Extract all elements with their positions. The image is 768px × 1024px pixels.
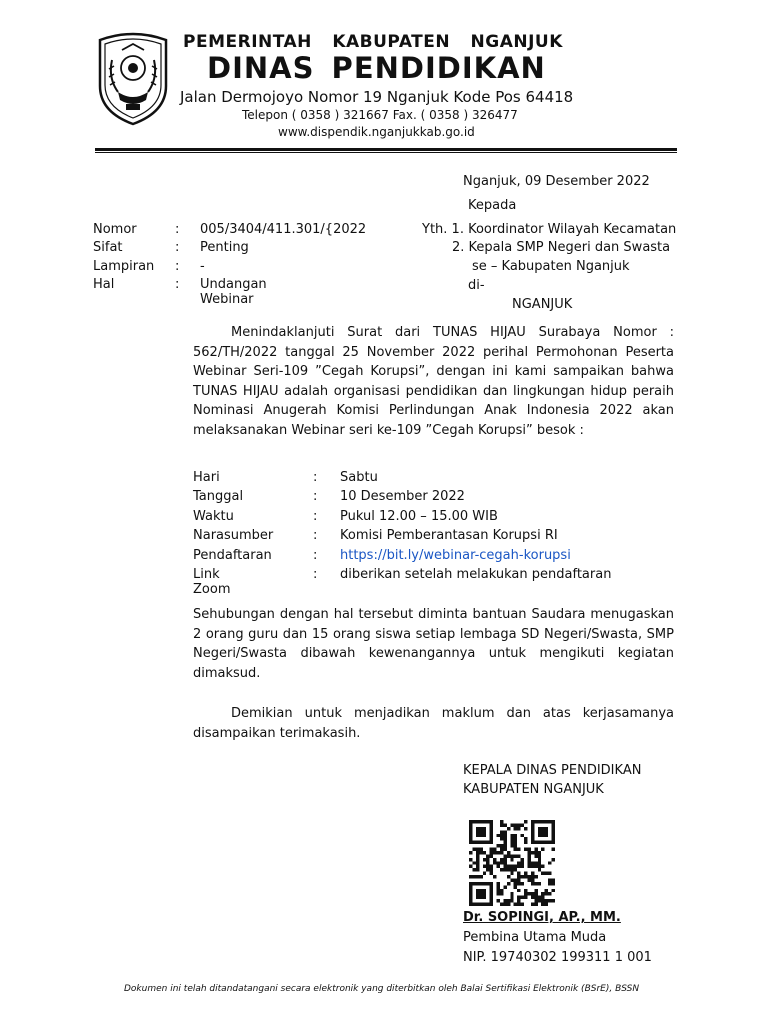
detail-colon: : [313, 567, 318, 582]
recipient-kepada: Kepada [468, 198, 517, 213]
signature-qr-code [469, 820, 555, 906]
recipient-city: NGANJUK [512, 297, 573, 312]
meta-value: - [200, 259, 205, 274]
detail-colon: : [313, 470, 318, 485]
meta-value: Penting [200, 240, 249, 255]
letterhead-phone: Telepon ( 0358 ) 321667 Fax. ( 0358 ) 326477 [242, 108, 518, 122]
intro-paragraph: Menindaklanjuti Surat dari TUNAS HIJAU Surabaya Nomor : 562/TH/2022 tanggal 25 November 2022 perihal Permohonan Peserta Webinar Seri-109 ”Cegah Korupsi”, dengan ini kami sampaikan bahwa TUNAS HIJAU adalah organisasi pendidikan dan lingkungan hidup peraih Nominasi Anugerah Komisi Perlindungan Anak Indonesia 2022 akan melaksanakan Webinar seri ke-109 ”Cegah Korupsi” besok : [193, 325, 674, 438]
detail-colon: : [313, 509, 318, 524]
detail-value: 10 Desember 2022 [340, 489, 465, 504]
meta-colon: : [175, 259, 180, 274]
detail-colon: : [313, 489, 318, 504]
recipient-line-1: Yth. 1. Koordinator Wilayah Kecamatan [422, 222, 677, 237]
recipient-line-2: 2. Kepala SMP Negeri dan Swasta [452, 240, 671, 255]
e-signature-footer: Dokumen ini telah ditandatangani secara elektronik yang diterbitkan oleh Balai Sertifikasi Elektronik (BSrE), BSSN [124, 984, 640, 994]
letterhead-rule [95, 148, 677, 151]
meta-colon: : [175, 277, 180, 292]
detail-value: diberikan setelah melakukan pendaftaran [340, 567, 612, 582]
detail-label: Waktu [193, 509, 234, 524]
detail-label: Pendaftaran [193, 548, 272, 563]
meta-value: 005/3404/411.301/{2022 [200, 222, 367, 237]
place-date: Nganjuk, 09 Desember 2022 [463, 174, 650, 189]
recipient-line-4: di- [468, 278, 485, 293]
recipient-line-3: se – Kabupaten Nganjuk [472, 259, 630, 274]
signer-name: Dr. SOPINGI, AP., MM. [463, 910, 621, 925]
letterhead-government: PEMERINTAH KABUPATEN NGANJUK [183, 32, 563, 52]
signer-rank: Pembina Utama Muda [463, 930, 607, 945]
detail-value: Pukul 12.00 – 15.00 WIB [340, 509, 498, 524]
signature-title-2: KABUPATEN NGANJUK [463, 782, 604, 797]
detail-label: Link Zoom [193, 567, 231, 597]
detail-value: Komisi Pemberantasan Korupsi RI [340, 528, 558, 543]
detail-label: Hari [193, 470, 220, 485]
meta-colon: : [175, 222, 180, 237]
meta-value: Undangan Webinar [200, 277, 267, 307]
detail-label: Tanggal [193, 489, 244, 504]
detail-value: Sabtu [340, 470, 378, 485]
signature-title-1: KEPALA DINAS PENDIDIKAN [463, 763, 642, 778]
meta-colon: : [175, 240, 180, 255]
letterhead-department: DINAS PENDIDIKAN [207, 51, 546, 85]
regency-crest-logo [92, 30, 174, 126]
detail-colon: : [313, 528, 318, 543]
closing-paragraph: Demikian untuk menjadikan maklum dan atas kerjasamanya disampaikan terimakasih. [193, 706, 674, 741]
detail-colon: : [313, 548, 318, 563]
registration-link[interactable]: https://bit.ly/webinar-cegah-korupsi [340, 548, 571, 563]
letterhead-website[interactable]: www.dispendik.nganjukkab.go.id [278, 125, 475, 139]
meta-label: Hal [93, 277, 115, 292]
letterhead-rule-thin [95, 152, 677, 153]
request-paragraph: Sehubungan dengan hal tersebut diminta bantuan Saudara menugaskan 2 orang guru dan 15 orang siswa setiap lembaga SD Negeri/Swasta, SMP Negeri/Swasta dibawah kewenangannya untuk mengikuti kegiatan dimaksud. [193, 607, 674, 681]
meta-label: Lampiran [93, 259, 155, 274]
detail-label: Narasumber [193, 528, 274, 543]
letterhead-address: Jalan Dermojoyo Nomor 19 Nganjuk Kode Pos 64418 [180, 88, 574, 106]
meta-label: Nomor [93, 222, 137, 237]
meta-label: Sifat [93, 240, 123, 255]
signer-nip: NIP. 19740302 199311 1 001 [463, 950, 652, 965]
